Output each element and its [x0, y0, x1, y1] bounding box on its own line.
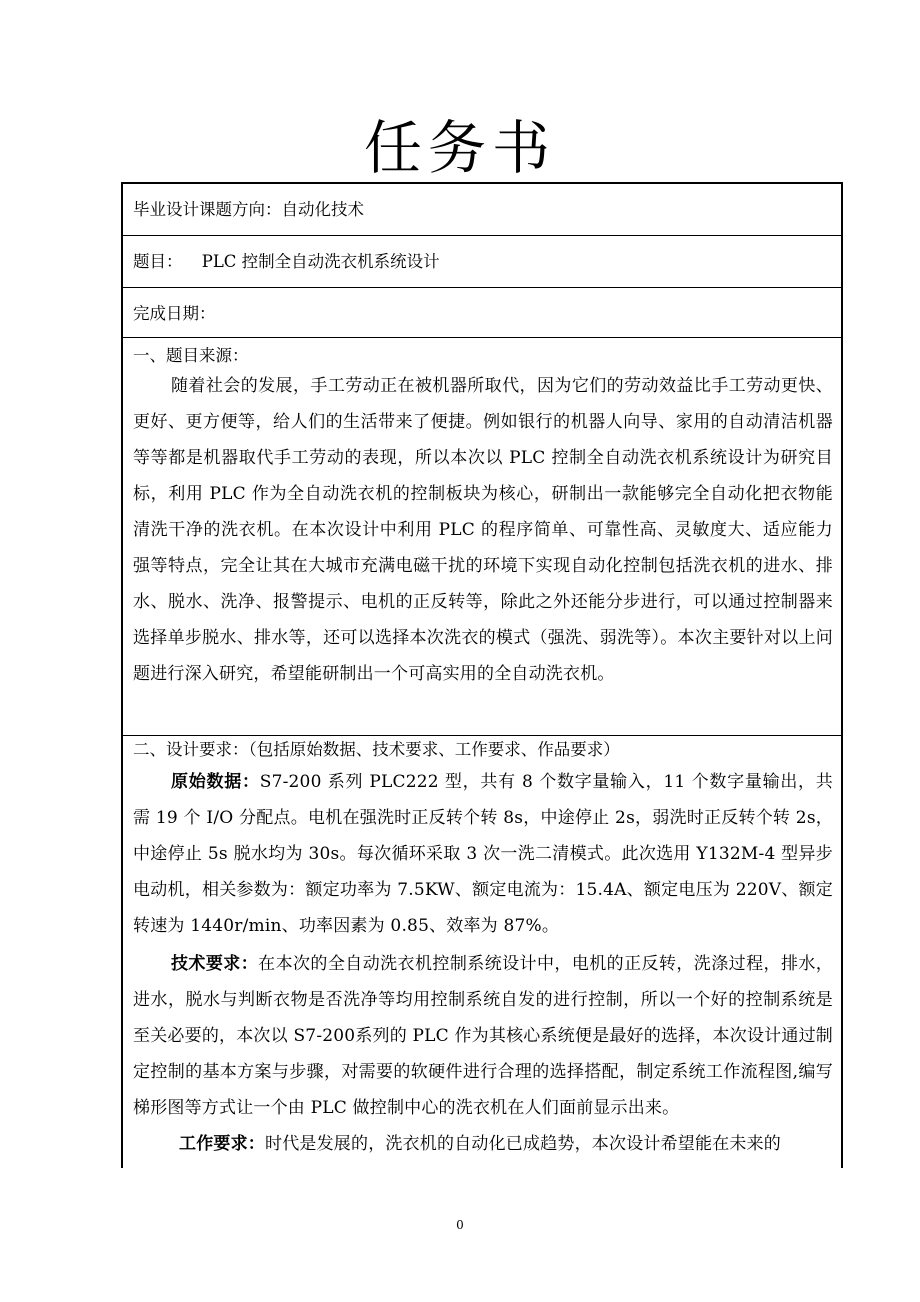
- tech-req-body: 在本次的全自动洗衣机控制系统设计中，电机的正反转，洗涤过程，排水，进水，脱水与判断衣物是否洗净等均用控制系统自发的进行控制，所以一个好的控制系统是至关必要的，本次以 S7-200系列的 PLC 作为其核心系统便是最好的选择，本次设计通过制定控制的基本方案与步骤，对需要的软硬件进行合理的选择搭配，制定系统工作流程图,编写梯形图等方式让一个由 PLC 做控制中心的洗衣机在人们面前显示出来。: [133, 954, 833, 1118]
- raw-data-paragraph: [133, 764, 833, 944]
- raw-data-body: S7-200 系列 PLC222 型，共有 8 个数字量输入，11 个数字量输出，共需 19 个 I/O 分配点。电机在强洗时正反转个转 8s，中途停止 2s，弱洗时正反转个转 2s，中途停止 5s 脱水均为 30s。每次循环采取 3 次一洗二清模式。此次选用 Y132M-4 型异步电动机，相关参数为：额定功率为 7.5KW、额定电流为：15.4A、额定电压为 220V、额定转速为 1440r/min、功率因素为 0.85、效率为 87%。: [133, 772, 834, 936]
- topic-text: [133, 248, 440, 272]
- raw-data-lead: 原始数据：: [171, 772, 260, 792]
- page-title: 任务书: [363, 114, 556, 182]
- topic-label: 题目：: [133, 252, 183, 271]
- tech-req-lead: 技术要求：: [171, 954, 259, 974]
- source-section: [123, 338, 841, 736]
- work-req-paragraph: [133, 1126, 833, 1162]
- date-row: [123, 288, 841, 338]
- topic-row: [123, 236, 841, 288]
- source-heading: 一、题目来源：: [133, 346, 249, 365]
- requirements-heading: 二、设计要求：（包括原始数据、技术要求、工作要求、作品要求）: [133, 740, 620, 759]
- source-paragraph: 随着社会的发展，手工劳动正在被机器所取代，因为它们的劳动效益比手工劳动更快、更好、更方便等，给人们的生活带来了便捷。例如银行的机器人向导、家用的自动清洁机器等等都是机器取代手工劳动的表现，所以本次以 PLC 控制全自动洗衣机系统设计为研究目标，利用 PLC 作为全自动洗衣机的控制板块为核心，研制出一款能够完全自动化把衣物能清洗干净的洗衣机。在本次设计中利用 PLC 的程序简单、可靠性高、灵敏度大、适应能力强等特点，完全让其在大城市充满电磁干扰的环境下实现自动化控制包括洗衣机的进水、排水、脱水、洗净、报警提示、电机的正反转等，除此之外还能分步进行，可以通过控制器来选择单步脱水、排水等，还可以选择本次洗衣的模式（强洗、弱洗等）。本次主要针对以上问题进行深入研究，希望能研制出一个可高实用的全自动洗衣机。: [133, 376, 833, 684]
- topic-value: PLC 控制全自动洗衣机系统设计: [201, 252, 440, 271]
- work-req-body: 时代是发展的，洗衣机的自动化已成趋势，本次设计希望能在未来的: [265, 1134, 781, 1154]
- task-table: [121, 182, 843, 1168]
- date-text: 完成日期：: [133, 304, 216, 323]
- direction-row: [123, 184, 841, 236]
- requirements-section: [123, 736, 841, 1168]
- page-number: 0: [456, 1218, 464, 1232]
- direction-text: 毕业设计课题方向：自动化技术: [133, 200, 364, 219]
- tech-req-paragraph: [133, 946, 833, 1126]
- work-req-lead: 工作要求：: [179, 1134, 265, 1154]
